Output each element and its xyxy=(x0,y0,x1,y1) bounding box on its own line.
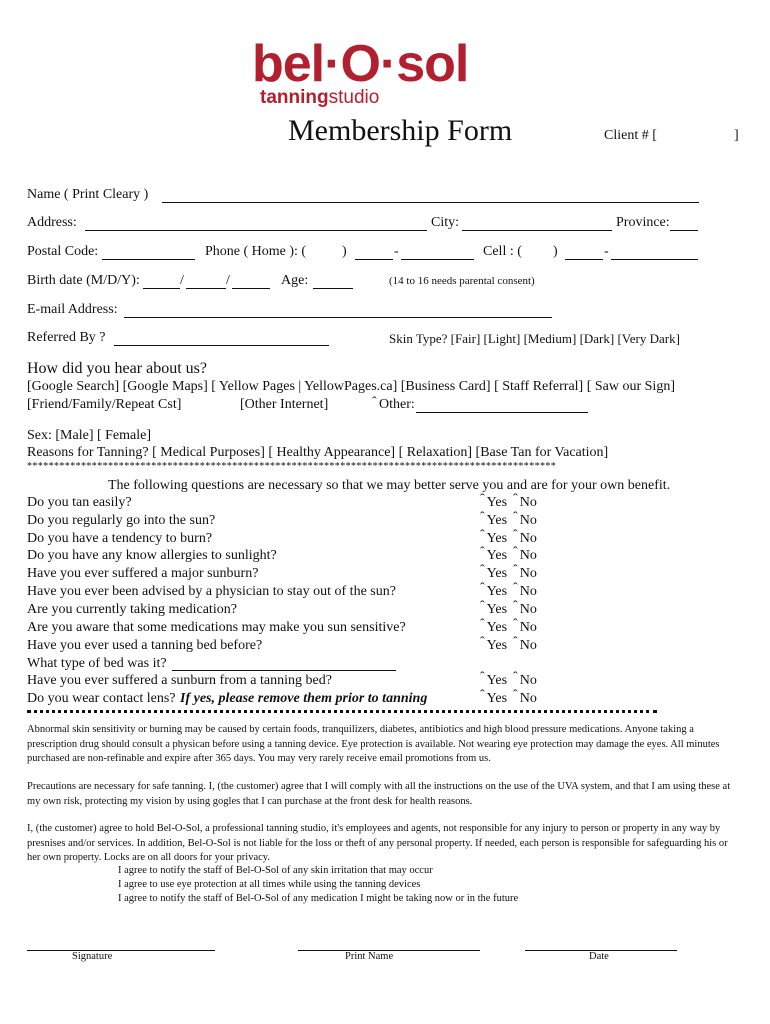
yes-checkbox[interactable]: ˆ xyxy=(480,510,485,525)
birth-month-field[interactable] xyxy=(143,288,180,289)
postal-code-field[interactable] xyxy=(102,259,195,260)
question-text: Are you aware that some medications may make you sun sensitive? xyxy=(27,620,406,635)
tanning-reasons[interactable]: Reasons for Tanning? [ Medical Purposes] [ Healthy Appearance] [ Relaxation] [Base Tan for Vacation] xyxy=(27,445,609,460)
no-label: No xyxy=(519,513,537,528)
hear-other-field[interactable] xyxy=(416,412,588,413)
home-phone-prefix-field[interactable] xyxy=(355,259,393,260)
question-text: Have you ever suffered a major sunburn? xyxy=(27,566,259,581)
yes-label: Yes xyxy=(486,638,508,653)
city-label: City: xyxy=(431,215,460,230)
bed-type-field[interactable] xyxy=(172,670,396,671)
agreement-eye-protection: I agree to use eye protection at all times while using the tanning devices xyxy=(118,879,421,890)
logo-brand: bel·O·sol xyxy=(252,35,469,93)
hear-about-question: How did you hear about us? xyxy=(27,360,207,377)
star-divider: ************************************************************************************************** xyxy=(27,461,557,472)
postal-code-label: Postal Code: xyxy=(27,244,99,259)
question-text: Do you have a tendency to burn? xyxy=(27,531,213,546)
yes-label: Yes xyxy=(486,531,508,546)
client-number-close: ] xyxy=(734,128,739,143)
precautions-paragraph xyxy=(27,780,743,809)
questionnaire-intro: The following questions are necessary so that we may better serve you and are for your own benefit. xyxy=(108,478,671,493)
age-field[interactable] xyxy=(313,288,353,289)
no-label: No xyxy=(519,691,537,706)
sex-options[interactable]: Sex: [Male] [ Female] xyxy=(27,428,152,443)
yes-label: Yes xyxy=(486,584,508,599)
email-label: E-mail Address: xyxy=(27,302,118,317)
yes-no-options xyxy=(480,617,537,636)
referred-by-label: Referred By ? xyxy=(27,330,106,345)
yes-checkbox[interactable]: ˆ xyxy=(480,581,485,596)
no-label: No xyxy=(519,495,537,510)
question-text: Do you wear contact lens? xyxy=(27,691,176,706)
hear-other-checkbox[interactable]: ˆ xyxy=(372,395,377,410)
warning-paragraph xyxy=(27,723,743,767)
no-checkbox[interactable]: ˆ xyxy=(513,617,518,632)
signature-label: Signature xyxy=(72,951,113,962)
no-checkbox[interactable]: ˆ xyxy=(513,670,518,685)
hear-option-other-internet[interactable]: [Other Internet] xyxy=(240,397,329,412)
home-phone-dash: - xyxy=(394,244,399,259)
yes-no-options xyxy=(480,635,537,654)
hear-options-line-1[interactable]: [Google Search] [Google Maps] [ Yellow Pages | YellowPages.ca] [Business Card] [ Staff Referral] [ Saw our Sign] xyxy=(27,379,675,394)
province-label: Province: xyxy=(616,215,670,230)
yes-label: Yes xyxy=(486,513,508,528)
question-text: Do you tan easily? xyxy=(27,495,132,510)
yes-no-options xyxy=(480,492,537,511)
no-checkbox[interactable]: ˆ xyxy=(513,581,518,596)
no-label: No xyxy=(519,620,537,635)
yes-checkbox[interactable]: ˆ xyxy=(480,492,485,507)
email-field[interactable] xyxy=(124,317,552,318)
birth-slash-2: / xyxy=(226,273,230,288)
agreement-skin-irritation: I agree to notify the staff of Bel-O-Sol of any skin irritation that may occur xyxy=(118,865,433,876)
no-label: No xyxy=(519,566,537,581)
no-label: No xyxy=(519,602,537,617)
logo-sub-bold: tanning xyxy=(260,87,329,108)
contact-lens-note: If yes, please remove them prior to tanning xyxy=(180,691,428,706)
page-title: Membership Form xyxy=(288,114,513,147)
cell-phone-prefix-field[interactable] xyxy=(565,259,603,260)
yes-checkbox[interactable]: ˆ xyxy=(480,635,485,650)
yes-no-options xyxy=(480,510,537,529)
logo-subtitle xyxy=(260,88,379,108)
client-number-label: Client # [ xyxy=(604,128,657,143)
home-phone-number-field[interactable] xyxy=(401,259,474,260)
yes-label: Yes xyxy=(486,620,508,635)
birth-slash-1: / xyxy=(180,273,184,288)
province-field[interactable] xyxy=(670,230,698,231)
skin-type-options[interactable]: Skin Type? [Fair] [Light] [Medium] [Dark] [Very Dark] xyxy=(389,331,680,346)
yes-checkbox[interactable]: ˆ xyxy=(480,617,485,632)
no-checkbox[interactable]: ˆ xyxy=(513,492,518,507)
yes-no-options xyxy=(480,581,537,600)
birth-date-label: Birth date (M/D/Y): xyxy=(27,273,140,288)
age-label: Age: xyxy=(281,273,309,288)
no-checkbox[interactable]: ˆ xyxy=(513,528,518,543)
yes-no-options xyxy=(480,563,537,582)
print-name-label: Print Name xyxy=(345,951,394,962)
name-field[interactable] xyxy=(162,202,699,203)
logo-sub-rest: studio xyxy=(328,87,380,108)
no-checkbox[interactable]: ˆ xyxy=(513,688,518,703)
question-text: Do you have any know allergies to sunlight? xyxy=(27,548,277,563)
hear-other-label: Other: xyxy=(379,397,415,412)
no-checkbox[interactable]: ˆ xyxy=(513,599,518,614)
yes-checkbox[interactable]: ˆ xyxy=(480,688,485,703)
address-label: Address: xyxy=(27,215,77,230)
signature-field[interactable] xyxy=(27,950,215,951)
referred-by-field[interactable] xyxy=(114,345,329,346)
agreement-medication: I agree to notify the staff of Bel-O-Sol of any medication I might be taking now or in the future xyxy=(118,893,519,904)
yes-checkbox[interactable]: ˆ xyxy=(480,563,485,578)
question-text: Have you ever been advised by a physician to stay out of the sun? xyxy=(27,584,396,599)
liability-paragraph xyxy=(27,822,743,866)
city-field[interactable] xyxy=(462,230,612,231)
yes-label: Yes xyxy=(486,495,508,510)
no-checkbox[interactable]: ˆ xyxy=(513,545,518,560)
name-label: Name ( Print Cleary ) xyxy=(27,187,149,202)
birth-year-field[interactable] xyxy=(232,288,270,289)
date-label: Date xyxy=(589,951,609,962)
yes-checkbox[interactable]: ˆ xyxy=(480,528,485,543)
parental-consent-note: (14 to 16 needs parental consent) xyxy=(389,275,535,287)
home-phone-label: Phone ( Home ): ( xyxy=(205,244,307,259)
no-checkbox[interactable]: ˆ xyxy=(513,563,518,578)
cell-phone-label: Cell : ( xyxy=(483,244,522,259)
hear-option-friend[interactable]: [Friend/Family/Repeat Cst] xyxy=(27,397,182,412)
yes-label: Yes xyxy=(486,566,508,581)
address-field[interactable] xyxy=(85,230,427,231)
yes-label: Yes xyxy=(486,548,508,563)
yes-checkbox[interactable]: ˆ xyxy=(480,545,485,560)
yes-no-options xyxy=(480,670,537,689)
question-text: Have you ever used a tanning bed before? xyxy=(27,638,263,653)
no-label: No xyxy=(519,673,537,688)
yes-label: Yes xyxy=(486,673,508,688)
question-text: Are you currently taking medication? xyxy=(27,602,237,617)
yes-checkbox[interactable]: ˆ xyxy=(480,599,485,614)
question-text: What type of bed was it? xyxy=(27,656,167,671)
yes-no-options xyxy=(480,599,537,618)
yes-checkbox[interactable]: ˆ xyxy=(480,670,485,685)
cell-phone-number-field[interactable] xyxy=(611,259,698,260)
no-checkbox[interactable]: ˆ xyxy=(513,510,518,525)
home-phone-close: ) xyxy=(342,244,347,259)
no-label: No xyxy=(519,584,537,599)
birth-day-field[interactable] xyxy=(186,288,226,289)
question-text: Have you ever suffered a sunburn from a tanning bed? xyxy=(27,673,332,688)
yes-label: Yes xyxy=(486,602,508,617)
yes-no-options xyxy=(480,545,537,564)
no-label: No xyxy=(519,548,537,563)
cell-phone-close: ) xyxy=(553,244,558,259)
precautions-text: Precautions are necessary for safe tanning. I, (the customer) agree that I will comply with all the instructions on the use of the UVA system, and that I am using these at my own risk, protecting my vision by using gogles that I can purchase at the front desk for health reasons. xyxy=(27,781,731,807)
yes-no-options xyxy=(480,528,537,547)
yes-label: Yes xyxy=(486,691,508,706)
warning-text: Abnormal skin sensitivity or burning may be caused by certain foods, tranquilizers, diabetes, antibiotics and high blood pressure medications. Anyone taking a prescription drug should consult a physican before using a tanning device. Eye protection is available. Not wearing eye protection may damage the eyes. All minutes purchased are non-refinable and expire after 365 days. You may very rarely receive email promotions from us. xyxy=(27,724,720,764)
cell-phone-dash: - xyxy=(604,244,609,259)
yes-no-options xyxy=(480,688,537,707)
liability-text: I, (the customer) agree to hold Bel-O-Sol, a professional tanning studio, it's employees and agents, not responsible for any injury to person or property in any way by presnises and/or services. In addition, Bel-O-Sol is not liable for the loss or theft of any personal property. If needed, each person is responsible for safeguarding his or her own property. Locks are on all doors for your privacy. xyxy=(27,823,728,863)
bel-o-sol-logo xyxy=(252,35,537,113)
no-label: No xyxy=(519,638,537,653)
no-label: No xyxy=(519,531,537,546)
dotted-divider xyxy=(27,710,657,713)
question-text: Do you regularly go into the sun? xyxy=(27,513,216,528)
no-checkbox[interactable]: ˆ xyxy=(513,635,518,650)
